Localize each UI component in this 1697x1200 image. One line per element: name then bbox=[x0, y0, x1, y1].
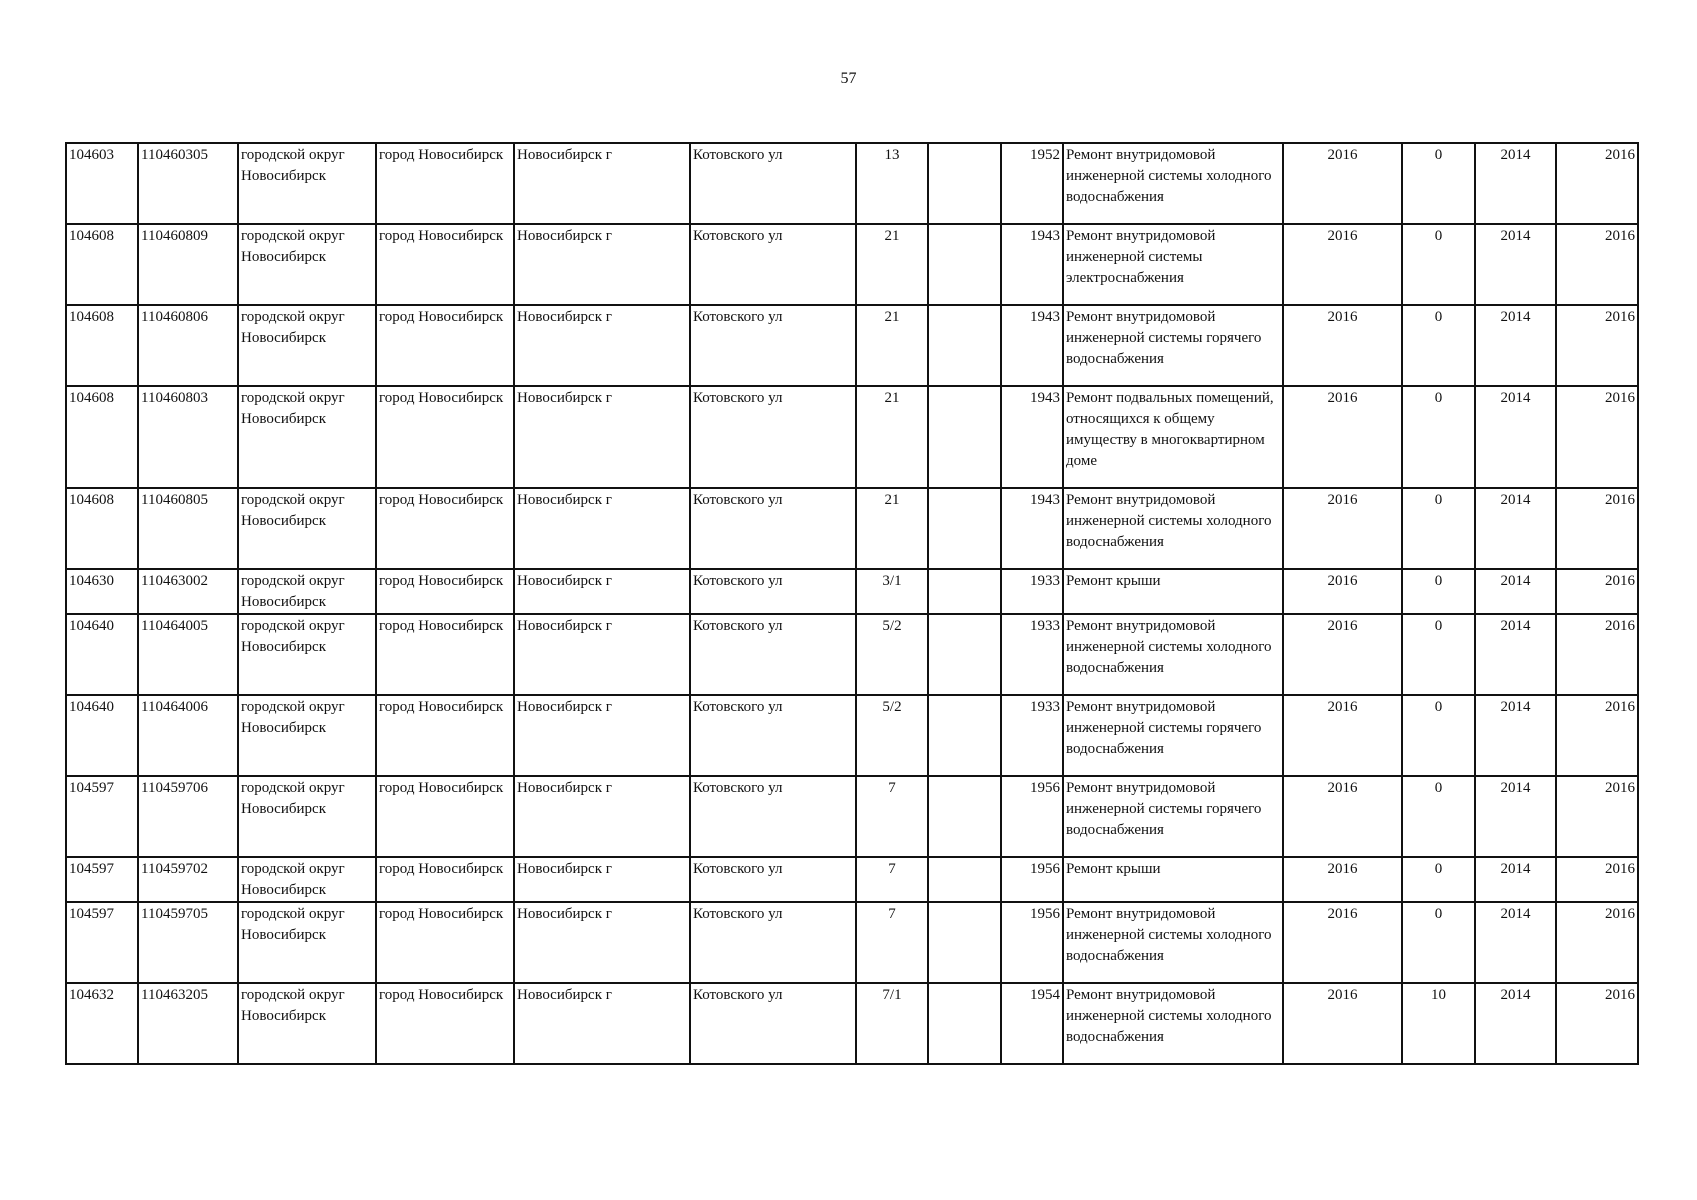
cell-period-start: 2014 bbox=[1475, 143, 1556, 224]
cell-year-built: 1956 bbox=[1001, 902, 1063, 983]
cell-okrug: городской округ Новосибирск bbox=[238, 224, 376, 305]
cell-plan-year: 2016 bbox=[1283, 776, 1402, 857]
cell-building bbox=[928, 224, 1001, 305]
cell-street: Котовского ул bbox=[690, 776, 856, 857]
cell-code: 110460305 bbox=[138, 143, 238, 224]
cell-work-type: Ремонт внутридомовой инженерной системы холодного водоснабжения bbox=[1063, 488, 1283, 569]
cell-gorod: город Новосибирск bbox=[376, 386, 514, 488]
cell-id: 104608 bbox=[66, 386, 138, 488]
cell-period-end: 2016 bbox=[1556, 902, 1638, 983]
cell-count: 0 bbox=[1402, 902, 1475, 983]
cell-period-start: 2014 bbox=[1475, 305, 1556, 386]
cell-settlement: Новосибирск г bbox=[514, 143, 690, 224]
cell-gorod: город Новосибирск bbox=[376, 776, 514, 857]
table-row bbox=[66, 902, 1638, 983]
table-row bbox=[66, 857, 1638, 902]
cell-plan-year: 2016 bbox=[1283, 983, 1402, 1064]
cell-code: 110460803 bbox=[138, 386, 238, 488]
cell-gorod: город Новосибирск bbox=[376, 569, 514, 614]
cell-period-start: 2014 bbox=[1475, 488, 1556, 569]
cell-house: 7 bbox=[856, 857, 928, 902]
cell-work-type: Ремонт внутридомовой инженерной системы холодного водоснабжения bbox=[1063, 983, 1283, 1064]
registry-table bbox=[65, 142, 1639, 1065]
page-number: 57 bbox=[840, 70, 857, 87]
cell-id: 104608 bbox=[66, 305, 138, 386]
cell-street: Котовского ул bbox=[690, 902, 856, 983]
cell-year-built: 1952 bbox=[1001, 143, 1063, 224]
cell-code: 110459705 bbox=[138, 902, 238, 983]
table-row bbox=[66, 776, 1638, 857]
cell-street: Котовского ул bbox=[690, 224, 856, 305]
cell-settlement: Новосибирск г bbox=[514, 569, 690, 614]
cell-okrug: городской округ Новосибирск bbox=[238, 488, 376, 569]
cell-plan-year: 2016 bbox=[1283, 386, 1402, 488]
cell-street: Котовского ул bbox=[690, 305, 856, 386]
cell-plan-year: 2016 bbox=[1283, 224, 1402, 305]
cell-code: 110460806 bbox=[138, 305, 238, 386]
table-row bbox=[66, 569, 1638, 614]
cell-street: Котовского ул bbox=[690, 695, 856, 776]
cell-id: 104640 bbox=[66, 614, 138, 695]
table-row bbox=[66, 695, 1638, 776]
cell-period-end: 2016 bbox=[1556, 143, 1638, 224]
cell-count: 0 bbox=[1402, 386, 1475, 488]
cell-house: 7 bbox=[856, 902, 928, 983]
cell-gorod: город Новосибирск bbox=[376, 614, 514, 695]
cell-count: 0 bbox=[1402, 614, 1475, 695]
cell-period-start: 2014 bbox=[1475, 857, 1556, 902]
cell-id: 104630 bbox=[66, 569, 138, 614]
cell-period-start: 2014 bbox=[1475, 776, 1556, 857]
cell-work-type: Ремонт внутридомовой инженерной системы горячего водоснабжения bbox=[1063, 695, 1283, 776]
cell-settlement: Новосибирск г bbox=[514, 983, 690, 1064]
cell-street: Котовского ул bbox=[690, 569, 856, 614]
cell-period-start: 2014 bbox=[1475, 695, 1556, 776]
cell-year-built: 1956 bbox=[1001, 857, 1063, 902]
cell-settlement: Новосибирск г bbox=[514, 857, 690, 902]
cell-gorod: город Новосибирск bbox=[376, 983, 514, 1064]
cell-year-built: 1956 bbox=[1001, 776, 1063, 857]
cell-street: Котовского ул bbox=[690, 857, 856, 902]
cell-plan-year: 2016 bbox=[1283, 857, 1402, 902]
cell-year-built: 1954 bbox=[1001, 983, 1063, 1064]
cell-year-built: 1943 bbox=[1001, 305, 1063, 386]
cell-plan-year: 2016 bbox=[1283, 488, 1402, 569]
cell-house: 3/1 bbox=[856, 569, 928, 614]
cell-count: 0 bbox=[1402, 695, 1475, 776]
cell-house: 5/2 bbox=[856, 614, 928, 695]
cell-id: 104597 bbox=[66, 776, 138, 857]
cell-okrug: городской округ Новосибирск bbox=[238, 857, 376, 902]
cell-code: 110459706 bbox=[138, 776, 238, 857]
cell-settlement: Новосибирск г bbox=[514, 386, 690, 488]
cell-code: 110460809 bbox=[138, 224, 238, 305]
cell-code: 110464006 bbox=[138, 695, 238, 776]
cell-id: 104603 bbox=[66, 143, 138, 224]
cell-house: 13 bbox=[856, 143, 928, 224]
cell-okrug: городской округ Новосибирск bbox=[238, 695, 376, 776]
cell-plan-year: 2016 bbox=[1283, 569, 1402, 614]
cell-okrug: городской округ Новосибирск bbox=[238, 776, 376, 857]
cell-count: 0 bbox=[1402, 143, 1475, 224]
cell-work-type: Ремонт внутридомовой инженерной системы холодного водоснабжения bbox=[1063, 902, 1283, 983]
cell-house: 21 bbox=[856, 488, 928, 569]
cell-count: 0 bbox=[1402, 488, 1475, 569]
cell-street: Котовского ул bbox=[690, 614, 856, 695]
cell-okrug: городской округ Новосибирск bbox=[238, 305, 376, 386]
cell-period-end: 2016 bbox=[1556, 305, 1638, 386]
cell-building bbox=[928, 695, 1001, 776]
cell-gorod: город Новосибирск bbox=[376, 695, 514, 776]
table-row bbox=[66, 488, 1638, 569]
registry-table-body bbox=[66, 143, 1638, 1064]
cell-id: 104597 bbox=[66, 857, 138, 902]
cell-period-end: 2016 bbox=[1556, 569, 1638, 614]
cell-gorod: город Новосибирск bbox=[376, 857, 514, 902]
cell-period-end: 2016 bbox=[1556, 983, 1638, 1064]
cell-plan-year: 2016 bbox=[1283, 902, 1402, 983]
cell-house: 7/1 bbox=[856, 983, 928, 1064]
cell-work-type: Ремонт внутридомовой инженерной системы горячего водоснабжения bbox=[1063, 776, 1283, 857]
cell-year-built: 1933 bbox=[1001, 569, 1063, 614]
cell-okrug: городской округ Новосибирск bbox=[238, 614, 376, 695]
cell-building bbox=[928, 305, 1001, 386]
cell-count: 0 bbox=[1402, 776, 1475, 857]
cell-settlement: Новосибирск г bbox=[514, 224, 690, 305]
table-row bbox=[66, 305, 1638, 386]
cell-period-end: 2016 bbox=[1556, 614, 1638, 695]
cell-year-built: 1943 bbox=[1001, 386, 1063, 488]
cell-building bbox=[928, 902, 1001, 983]
table-row bbox=[66, 614, 1638, 695]
cell-code: 110463205 bbox=[138, 983, 238, 1064]
cell-plan-year: 2016 bbox=[1283, 695, 1402, 776]
cell-id: 104640 bbox=[66, 695, 138, 776]
cell-work-type: Ремонт внутридомовой инженерной системы горячего водоснабжения bbox=[1063, 305, 1283, 386]
cell-work-type: Ремонт крыши bbox=[1063, 857, 1283, 902]
cell-work-type: Ремонт внутридомовой инженерной системы электроснабжения bbox=[1063, 224, 1283, 305]
cell-street: Котовского ул bbox=[690, 983, 856, 1064]
cell-period-end: 2016 bbox=[1556, 386, 1638, 488]
cell-count: 0 bbox=[1402, 569, 1475, 614]
cell-building bbox=[928, 386, 1001, 488]
cell-house: 21 bbox=[856, 305, 928, 386]
cell-building bbox=[928, 983, 1001, 1064]
cell-okrug: городской округ Новосибирск bbox=[238, 983, 376, 1064]
cell-period-start: 2014 bbox=[1475, 983, 1556, 1064]
cell-building bbox=[928, 143, 1001, 224]
cell-okrug: городской округ Новосибирск bbox=[238, 386, 376, 488]
cell-settlement: Новосибирск г bbox=[514, 902, 690, 983]
cell-period-end: 2016 bbox=[1556, 224, 1638, 305]
cell-work-type: Ремонт крыши bbox=[1063, 569, 1283, 614]
table-row bbox=[66, 224, 1638, 305]
cell-street: Котовского ул bbox=[690, 386, 856, 488]
cell-okrug: городской округ Новосибирск bbox=[238, 902, 376, 983]
cell-building bbox=[928, 776, 1001, 857]
cell-id: 104632 bbox=[66, 983, 138, 1064]
cell-plan-year: 2016 bbox=[1283, 614, 1402, 695]
cell-code: 110464005 bbox=[138, 614, 238, 695]
cell-period-end: 2016 bbox=[1556, 695, 1638, 776]
cell-count: 0 bbox=[1402, 857, 1475, 902]
cell-gorod: город Новосибирск bbox=[376, 902, 514, 983]
cell-code: 110459702 bbox=[138, 857, 238, 902]
cell-settlement: Новосибирск г bbox=[514, 305, 690, 386]
cell-okrug: городской округ Новосибирск bbox=[238, 569, 376, 614]
cell-street: Котовского ул bbox=[690, 488, 856, 569]
cell-house: 5/2 bbox=[856, 695, 928, 776]
cell-gorod: город Новосибирск bbox=[376, 143, 514, 224]
cell-id: 104597 bbox=[66, 902, 138, 983]
cell-building bbox=[928, 488, 1001, 569]
cell-gorod: город Новосибирск bbox=[376, 305, 514, 386]
cell-id: 104608 bbox=[66, 488, 138, 569]
cell-id: 104608 bbox=[66, 224, 138, 305]
cell-work-type: Ремонт внутридомовой инженерной системы холодного водоснабжения bbox=[1063, 614, 1283, 695]
cell-code: 110463002 bbox=[138, 569, 238, 614]
cell-settlement: Новосибирск г bbox=[514, 695, 690, 776]
cell-okrug: городской округ Новосибирск bbox=[238, 143, 376, 224]
cell-period-start: 2014 bbox=[1475, 569, 1556, 614]
cell-building bbox=[928, 569, 1001, 614]
cell-year-built: 1943 bbox=[1001, 224, 1063, 305]
cell-code: 110460805 bbox=[138, 488, 238, 569]
cell-gorod: город Новосибирск bbox=[376, 224, 514, 305]
cell-year-built: 1933 bbox=[1001, 695, 1063, 776]
cell-plan-year: 2016 bbox=[1283, 305, 1402, 386]
cell-work-type: Ремонт внутридомовой инженерной системы холодного водоснабжения bbox=[1063, 143, 1283, 224]
cell-period-end: 2016 bbox=[1556, 857, 1638, 902]
cell-settlement: Новосибирск г bbox=[514, 488, 690, 569]
table-row bbox=[66, 143, 1638, 224]
cell-settlement: Новосибирск г bbox=[514, 614, 690, 695]
cell-house: 21 bbox=[856, 386, 928, 488]
cell-period-end: 2016 bbox=[1556, 488, 1638, 569]
cell-count: 0 bbox=[1402, 224, 1475, 305]
cell-building bbox=[928, 614, 1001, 695]
cell-period-start: 2014 bbox=[1475, 614, 1556, 695]
cell-year-built: 1933 bbox=[1001, 614, 1063, 695]
cell-period-start: 2014 bbox=[1475, 902, 1556, 983]
cell-period-end: 2016 bbox=[1556, 776, 1638, 857]
cell-count: 10 bbox=[1402, 983, 1475, 1064]
cell-work-type: Ремонт подвальных помещений, относящихся к общему имуществу в многоквартирном доме bbox=[1063, 386, 1283, 488]
cell-settlement: Новосибирск г bbox=[514, 776, 690, 857]
cell-period-start: 2014 bbox=[1475, 224, 1556, 305]
cell-period-start: 2014 bbox=[1475, 386, 1556, 488]
cell-count: 0 bbox=[1402, 305, 1475, 386]
cell-gorod: город Новосибирск bbox=[376, 488, 514, 569]
cell-building bbox=[928, 857, 1001, 902]
table-row bbox=[66, 983, 1638, 1064]
cell-house: 7 bbox=[856, 776, 928, 857]
cell-year-built: 1943 bbox=[1001, 488, 1063, 569]
table-row bbox=[66, 386, 1638, 488]
cell-street: Котовского ул bbox=[690, 143, 856, 224]
cell-house: 21 bbox=[856, 224, 928, 305]
cell-plan-year: 2016 bbox=[1283, 143, 1402, 224]
